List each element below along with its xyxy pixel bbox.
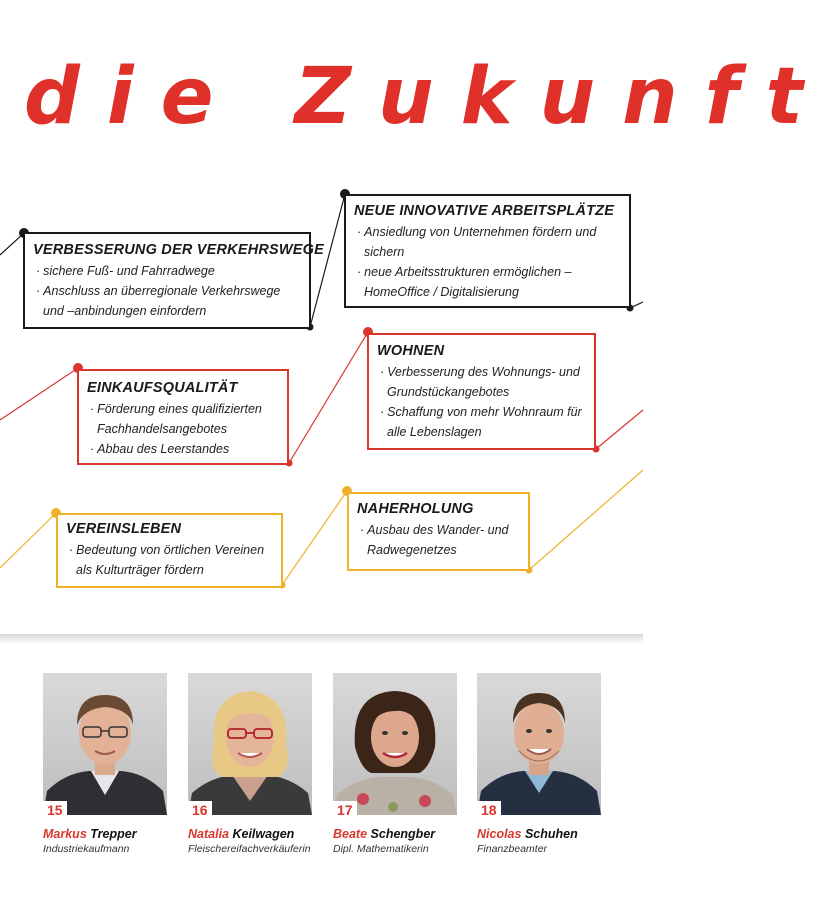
candidate-job: Fleischereifachverkäuferin: [188, 843, 311, 855]
topic-item: · Förderung eines qualifizierten Fachhandelsangebotes: [87, 399, 279, 439]
candidate-name: [43, 827, 167, 841]
candidate-name: [188, 827, 312, 841]
candidate-first-name: Markus: [43, 827, 87, 841]
topic-title: VERBESSERUNG DER VERKEHRSWEGE: [33, 242, 325, 258]
topic-item: · Anschluss an überregionale Verkehrswege und –anbindungen einfordern: [33, 281, 301, 321]
topic-naherholung: [347, 492, 530, 571]
candidate-name: [477, 827, 601, 841]
topic-wohnen: [367, 333, 596, 450]
topic-title: NAHERHOLUNG: [357, 501, 474, 517]
topic-title: WOHNEN: [377, 343, 445, 359]
candidate-first-name: Beate: [333, 827, 368, 841]
candidate-photo: [188, 673, 312, 818]
topic-title: EINKAUFSQUALITÄT: [87, 380, 238, 396]
topic-arbeitsplaetze: [344, 194, 631, 308]
candidate-first-name: Nicolas: [477, 827, 522, 841]
topic-verkehrswege: [23, 232, 325, 329]
candidate-last-name: Schuhen: [524, 827, 578, 841]
topic-title: VEREINSLEBEN: [66, 521, 182, 537]
candidate-name: [333, 827, 457, 841]
candidate-card: [333, 673, 457, 855]
topic-item: · Verbesserung des Wohnungs- und Grundstückangebotes: [377, 362, 586, 402]
section-divider: [0, 634, 643, 644]
candidate-last-name: Trepper: [90, 827, 137, 841]
topic-einkaufsqualitaet: [77, 369, 289, 465]
page-title: die Zukunft: [24, 52, 830, 142]
candidate-number: 18: [477, 801, 501, 818]
topic-item: · Bedeutung von örtlichen Vereinen als Kulturträger fördern: [66, 540, 273, 580]
topic-item: · sichere Fuß- und Fahrradwege: [33, 261, 301, 281]
candidate-photo: [333, 673, 457, 818]
topic-vereinsleben: [56, 513, 283, 588]
candidate-number: 17: [333, 801, 357, 818]
candidate-number: 16: [188, 801, 212, 818]
candidate-card: [188, 673, 312, 855]
topic-item: · Ausbau des Wander- und Radwegenetzes: [357, 520, 520, 560]
candidate-job: Dipl. Mathematikerin: [333, 843, 429, 855]
candidate-photo: [477, 673, 601, 818]
candidate-photo: [43, 673, 167, 818]
candidate-number: 15: [43, 801, 67, 818]
candidate-job: Industriekaufmann: [43, 843, 130, 855]
topic-item: · Schaffung von mehr Wohnraum für alle Lebenslagen: [377, 402, 586, 442]
candidate-first-name: Natalia: [188, 827, 229, 841]
candidate-card: [43, 673, 167, 855]
topic-title: NEUE INNOVATIVE ARBEITSPLÄTZE: [354, 203, 615, 219]
candidate-last-name: Keilwagen: [232, 827, 295, 841]
candidate-job: Finanzbeamter: [477, 843, 548, 855]
topic-item: · neue Arbeitsstrukturen ermöglichen – HomeOffice / Digitalisierung: [354, 262, 621, 302]
topic-item: · Ansiedlung von Unternehmen fördern und sichern: [354, 222, 621, 262]
candidate-last-name: Schengber: [370, 827, 436, 841]
topic-item: · Abbau des Leerstandes: [87, 439, 279, 459]
candidate-card: [477, 673, 601, 855]
